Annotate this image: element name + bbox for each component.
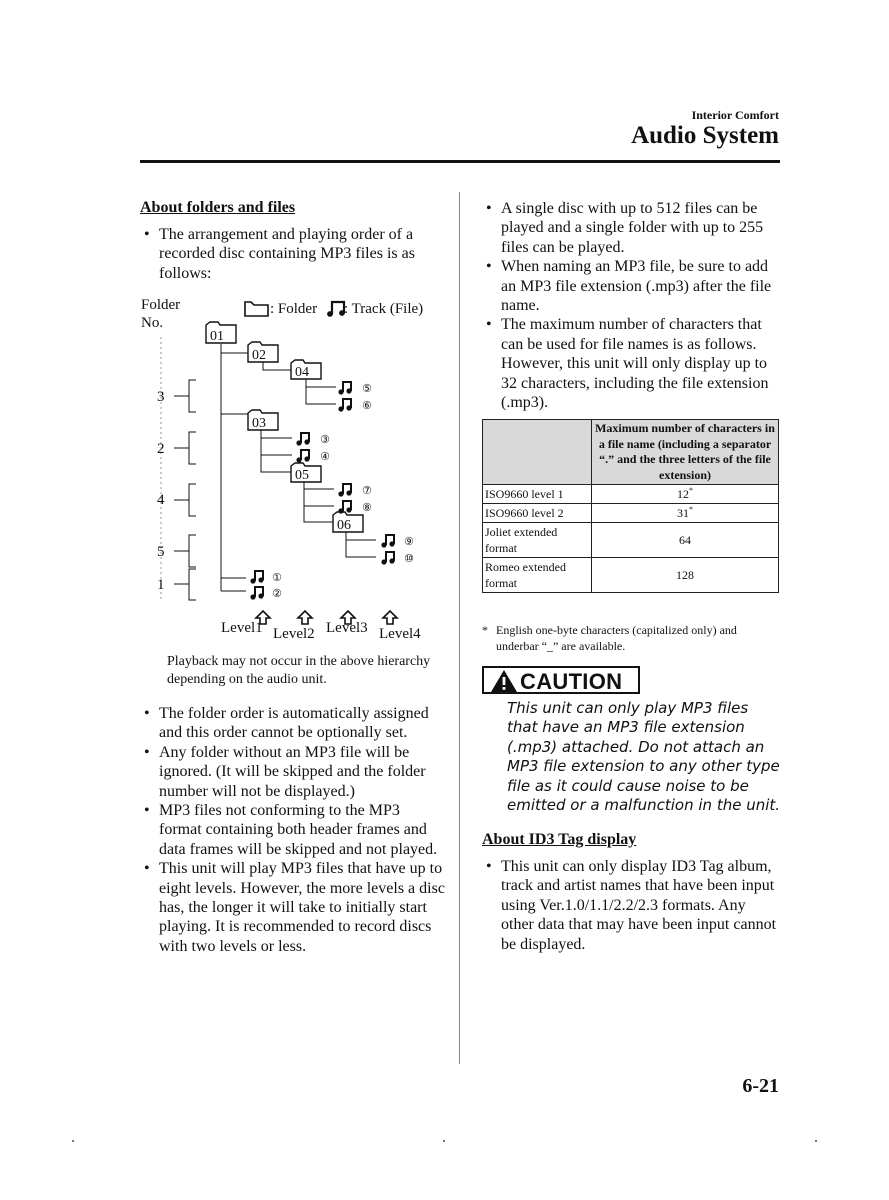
list-item: • Any folder without an MP3 file will be ignored. (It will be skipped and the folder number will not be displayed.) [140, 743, 445, 801]
music-note-icon [297, 450, 309, 462]
id3-tag-heading: About ID3 Tag display [482, 831, 637, 848]
table-row [483, 504, 779, 523]
folder-number: 3 [157, 389, 165, 405]
svg-text:02: 02 [252, 348, 266, 363]
track-label: ⑧ [362, 501, 372, 514]
folder-03 [248, 410, 278, 431]
music-note-icon [339, 399, 351, 411]
folder-no-label-2: No. [141, 315, 164, 331]
folder-rules-list [140, 704, 445, 956]
level-label: Level4 [379, 626, 421, 642]
up-arrow-icon [298, 611, 312, 624]
folder-hierarchy-diagram [138, 292, 438, 647]
crop-mark [443, 1140, 445, 1142]
up-arrow-icon [383, 611, 397, 624]
folder-icon [245, 302, 268, 316]
folder-01 [206, 322, 236, 344]
page-number: 6-21 [742, 1075, 779, 1097]
track-label: ③ [320, 433, 330, 446]
folder-number: 2 [157, 441, 165, 457]
svg-text:04: 04 [295, 365, 309, 380]
music-note-icon [339, 484, 351, 496]
legend-track: : Track (File) [344, 301, 424, 317]
level-label: Level3 [326, 620, 368, 636]
folder-06 [333, 512, 363, 533]
folder-number: 5 [157, 544, 165, 560]
section-label: Interior Comfort [691, 108, 779, 122]
table-header-cell: Maximum number of characters in a file name (including a separator “.” and the three letters of the file extension) [592, 420, 779, 485]
svg-text:06: 06 [337, 518, 351, 533]
music-note-icon [339, 501, 351, 513]
music-note-icon [382, 552, 394, 564]
folder-02 [248, 342, 278, 363]
table-cell-value: 64 [592, 523, 779, 558]
table-cell-format: Joliet extended format [483, 523, 592, 558]
table-cell-format: Romeo extended format [483, 558, 592, 593]
legend-folder: : Folder [270, 301, 318, 317]
list-item: • The arrangement and playing order of a recorded disc containing MP3 files is as follows: [140, 225, 445, 283]
list-item: • A single disc with up to 512 files can be played and a single folder with up to 255 files can be played. [482, 199, 782, 257]
table-cell-value: 12* [592, 485, 779, 504]
svg-text:05: 05 [295, 468, 309, 483]
caution-label: CAUTION [520, 669, 623, 694]
crop-mark [72, 1140, 74, 1142]
music-note-icon [382, 535, 394, 547]
table-cell-format: ISO9660 level 1 [483, 485, 592, 504]
file-rules-list [482, 199, 782, 412]
list-item: • MP3 files not conforming to the MP3 format containing both header frames and data frames will be skipped and not played. [140, 801, 445, 859]
table-row [483, 485, 779, 504]
table-cell-value: 128 [592, 558, 779, 593]
crop-mark [815, 1140, 817, 1142]
folder-no-label: Folder [141, 297, 181, 313]
list-item: • This unit can only display ID3 Tag album, track and artist names that have been input using Ver.1.0/1.1/2.2/2.3 formats. Any other data that may have been input cannot be displayed. [482, 857, 782, 954]
column-divider [459, 192, 460, 1064]
track-label: ② [272, 587, 282, 600]
music-note-icon [297, 433, 309, 445]
table-row [483, 558, 779, 593]
track-label: ④ [320, 450, 330, 463]
music-note-icon [251, 587, 263, 599]
level-label: Level2 [273, 626, 315, 642]
table-cell-value: 31* [592, 504, 779, 523]
table-header-cell [483, 420, 592, 485]
track-label: ⑨ [404, 535, 414, 548]
page-title: Audio System [631, 122, 779, 149]
warning-icon [490, 669, 518, 693]
list-item: • When naming an MP3 file, be sure to add an MP3 file extension (.mp3) after the file name. [482, 257, 782, 315]
folder-05 [291, 463, 321, 483]
music-note-icon [328, 302, 344, 316]
folder-number: 4 [157, 492, 165, 508]
music-note-icon [251, 571, 263, 583]
id3-tag-list [482, 857, 782, 954]
folders-files-heading: About folders and files [140, 199, 296, 216]
list-item: • This unit will play MP3 files that have up to eight levels. However, the more levels a disc has, the longer it will take to initially start playing. It is recommended to record discs with two levels or less. [140, 859, 445, 956]
table-header-row [483, 420, 779, 485]
table-footnote [482, 622, 780, 654]
footnote-text: English one-byte characters (capitalized only) and underbar “_” are available. [496, 623, 737, 653]
header-rule [140, 160, 780, 163]
track-label: ⑤ [362, 382, 372, 395]
track-label: ⑦ [362, 484, 372, 497]
diagram-note: Playback may not occur in the above hierarchy depending on the audio unit. [167, 654, 431, 687]
svg-text:03: 03 [252, 416, 266, 431]
filename-length-table [482, 419, 779, 593]
table-cell-format: ISO9660 level 2 [483, 504, 592, 523]
level-label: Level1 [221, 620, 263, 636]
caution-text: This unit can only play MP3 files that have an MP3 file extension (.mp3) attached. Do not attach an MP3 file extension to any other type file as it could cause noise to be emitted or a malfunction in the unit. [507, 699, 781, 815]
intro-bullet-list [140, 225, 445, 283]
svg-text:01: 01 [210, 329, 224, 344]
list-item: • The folder order is automatically assigned and this order cannot be optionally set. [140, 704, 445, 743]
footnote-mark: * [482, 623, 488, 637]
list-item: • The maximum number of characters that can be used for file names is as follows. However, this unit will only display up to 32 characters, including the file extension (.mp3). [482, 315, 782, 412]
folder-number: 1 [157, 577, 165, 593]
track-label: ⑥ [362, 399, 372, 412]
caution-box [482, 666, 640, 694]
track-label: ① [272, 571, 282, 584]
folder-04 [291, 360, 321, 380]
music-note-icon [339, 382, 351, 394]
table-row [483, 523, 779, 558]
track-label: ⑩ [404, 552, 414, 565]
